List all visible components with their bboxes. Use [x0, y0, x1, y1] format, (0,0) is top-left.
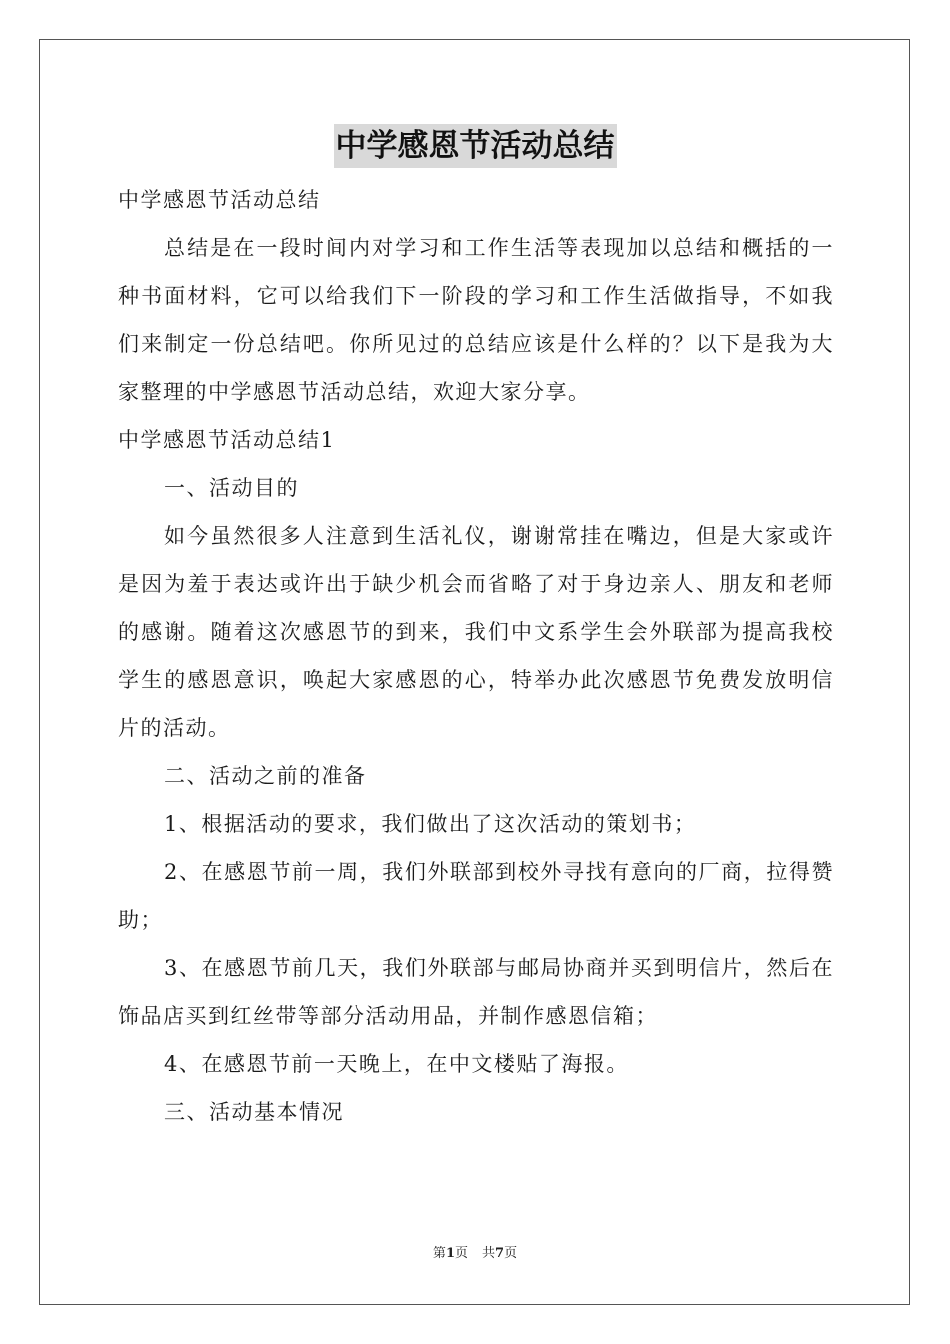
- paragraph: 如今虽然很多人注意到生活礼仪，谢谢常挂在嘴边，但是大家或许是因为羞于表达或许出于缺少机会而省略了对于身边亲人、朋友和老师的感谢。随着这次感恩节的到来，我们中文系学生会外联部为提高我校学生的感恩意识，唤起大家感恩的心，特举办此次感恩节免费发放明信片的活动。: [118, 524, 834, 740]
- paragraph: 中学感恩节活动总结: [118, 188, 321, 212]
- page-number: 1: [445, 1246, 455, 1261]
- paragraph: 4、在感恩节前一天晚上，在中文楼贴了海报。: [164, 1052, 629, 1076]
- page-suffix: 页: [454, 1246, 468, 1261]
- paragraph: 一、活动目的: [164, 476, 299, 500]
- total-prefix: 共: [482, 1246, 496, 1261]
- page-footer: [0, 1245, 950, 1263]
- total-pages: 7: [495, 1246, 505, 1261]
- paragraph: 二、活动之前的准备: [164, 764, 367, 788]
- paragraph: 总结是在一段时间内对学习和工作生活等表现加以总结和概括的一种书面材料，它可以给我们下一阶段的学习和工作生活做指导，不如我们来制定一份总结吧。你所见过的总结应该是什么样的？以下是我为大家整理的中学感恩节活动总结，欢迎大家分享。: [118, 236, 834, 404]
- paragraph: 2、在感恩节前一周，我们外联部到校外寻找有意向的厂商，拉得赞助；: [118, 860, 834, 932]
- document-body: [118, 176, 834, 1136]
- paragraph: 1、根据活动的要求，我们做出了这次活动的策划书；: [164, 812, 697, 836]
- page-prefix: 第: [432, 1246, 446, 1261]
- title-container: [0, 124, 950, 168]
- document-title: 中学感恩节活动总结: [334, 124, 617, 168]
- paragraph: 中学感恩节活动总结1: [118, 428, 336, 452]
- paragraph: 三、活动基本情况: [164, 1100, 344, 1124]
- paragraph: 3、在感恩节前几天，我们外联部与邮局协商并买到明信片，然后在饰品店买到红丝带等部分活动用品，并制作感恩信箱；: [118, 956, 834, 1028]
- total-suffix: 页: [504, 1246, 518, 1261]
